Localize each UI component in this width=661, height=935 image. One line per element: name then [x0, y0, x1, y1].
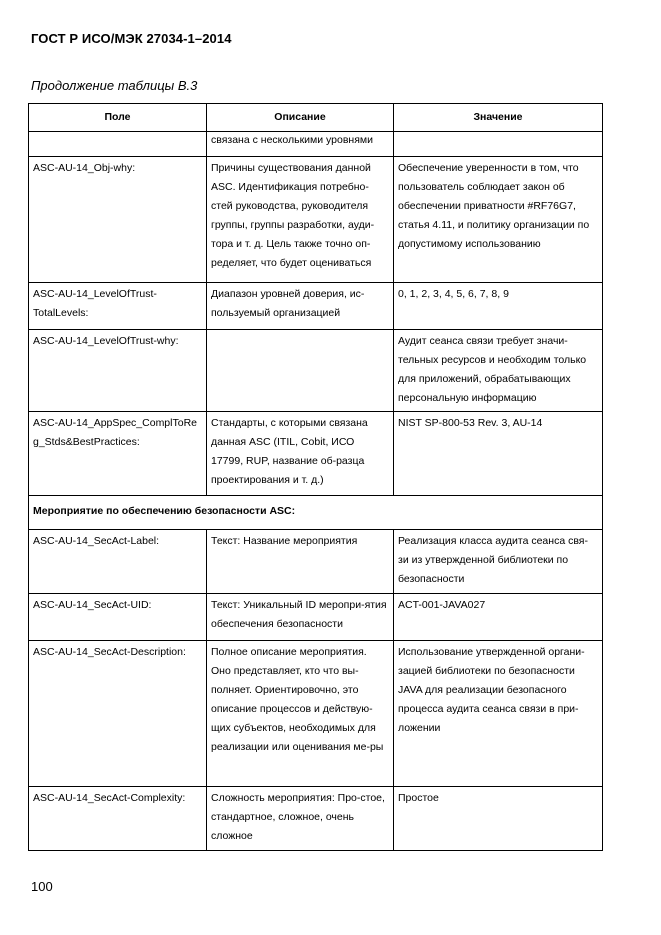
- table-row: [29, 412, 603, 496]
- field-cell: ASC-AU-14_SecAct-UID:: [29, 594, 207, 641]
- table-caption: Продолжение таблицы В.3: [31, 78, 198, 93]
- table-cell: [29, 132, 207, 157]
- field-cell: ASC-AU-14_AppSpec_ComplToReg_Stds&BestPractices:: [29, 412, 207, 496]
- table-row: [29, 641, 603, 787]
- table-header-row: [29, 104, 603, 132]
- page-number: 100: [31, 879, 53, 894]
- field-cell: ASC-AU-14_LevelOfTrust-TotalLevels:: [29, 283, 207, 330]
- description-cell: Стандарты, с которыми связана данная ASC (ITIL, Cobit, ИСО 17799, RUP, название об-разца проектирования и т. д.): [207, 412, 394, 496]
- value-cell: Аудит сеанса связи требует значи-тельных ресурсов и необходим только для приложений, обрабатывающих персональную информацию: [394, 330, 603, 412]
- description-cell: Полное описание мероприятия. Оно представляет, кто что вы-полняет. Ориентировочно, это описание процессов и действую-щих субъектов, необходимых для реализации или оценивания ме-ры: [207, 641, 394, 787]
- table-row: [29, 283, 603, 330]
- description-cell: Диапазон уровней доверия, ис-пользуемый организацией: [207, 283, 394, 330]
- field-cell: ASC-AU-14_SecAct-Complexity:: [29, 787, 207, 851]
- value-cell: NIST SP-800-53 Rev. 3, AU-14: [394, 412, 603, 496]
- value-cell: Обеспечение уверенности в том, что пользователь соблюдает закон об обеспечении приватности #RF76G7, статья 4.11, и политику организации по допустимому использованию: [394, 157, 603, 283]
- field-cell: ASC-AU-14_SecAct-Description:: [29, 641, 207, 787]
- description-cell: Текст: Уникальный ID меропри-ятия обеспечения безопасности: [207, 594, 394, 641]
- field-cell: ASC-AU-14_Obj-why:: [29, 157, 207, 283]
- section-title: Мероприятие по обеспечению безопасности ASC:: [29, 496, 603, 530]
- table-row: [29, 787, 603, 851]
- value-cell: Использование утвержденной органи-зацией библиотеки по безопасности JAVA для реализации безопасного процесса аудита сеанса связи в при-ложении: [394, 641, 603, 787]
- table-cell: [394, 132, 603, 157]
- column-header-field: Поле: [29, 104, 207, 132]
- description-cell: [207, 330, 394, 412]
- column-header-value: Значение: [394, 104, 603, 132]
- table-cell: связана с несколькими уровнями: [207, 132, 394, 157]
- table-row-continuation: [29, 132, 603, 157]
- table-row: [29, 330, 603, 412]
- description-cell: Сложность мероприятия: Про-стое, стандартное, сложное, очень сложное: [207, 787, 394, 851]
- table-row: [29, 157, 603, 283]
- field-cell: ASC-AU-14_SecAct-Label:: [29, 530, 207, 594]
- value-cell: 0, 1, 2, 3, 4, 5, 6, 7, 8, 9: [394, 283, 603, 330]
- document-header: ГОСТ Р ИСО/МЭК 27034-1–2014: [31, 31, 232, 46]
- value-cell: Простое: [394, 787, 603, 851]
- section-row: [29, 496, 603, 530]
- description-cell: Текст: Название мероприятия: [207, 530, 394, 594]
- requirements-table: [28, 103, 603, 851]
- value-cell: Реализация класса аудита сеанса свя-зи из утвержденной библиотеки по безопасности: [394, 530, 603, 594]
- table-row: [29, 530, 603, 594]
- column-header-description: Описание: [207, 104, 394, 132]
- value-cell: ACT-001-JAVA027: [394, 594, 603, 641]
- table-row: [29, 594, 603, 641]
- description-cell: Причины существования данной ASC. Идентификация потребно-стей руководства, руководителя группы, группы разработки, ауди-тора и т. д. Цель также точно оп-ределяет, что будет оцениваться: [207, 157, 394, 283]
- field-cell: ASC-AU-14_LevelOfTrust-why:: [29, 330, 207, 412]
